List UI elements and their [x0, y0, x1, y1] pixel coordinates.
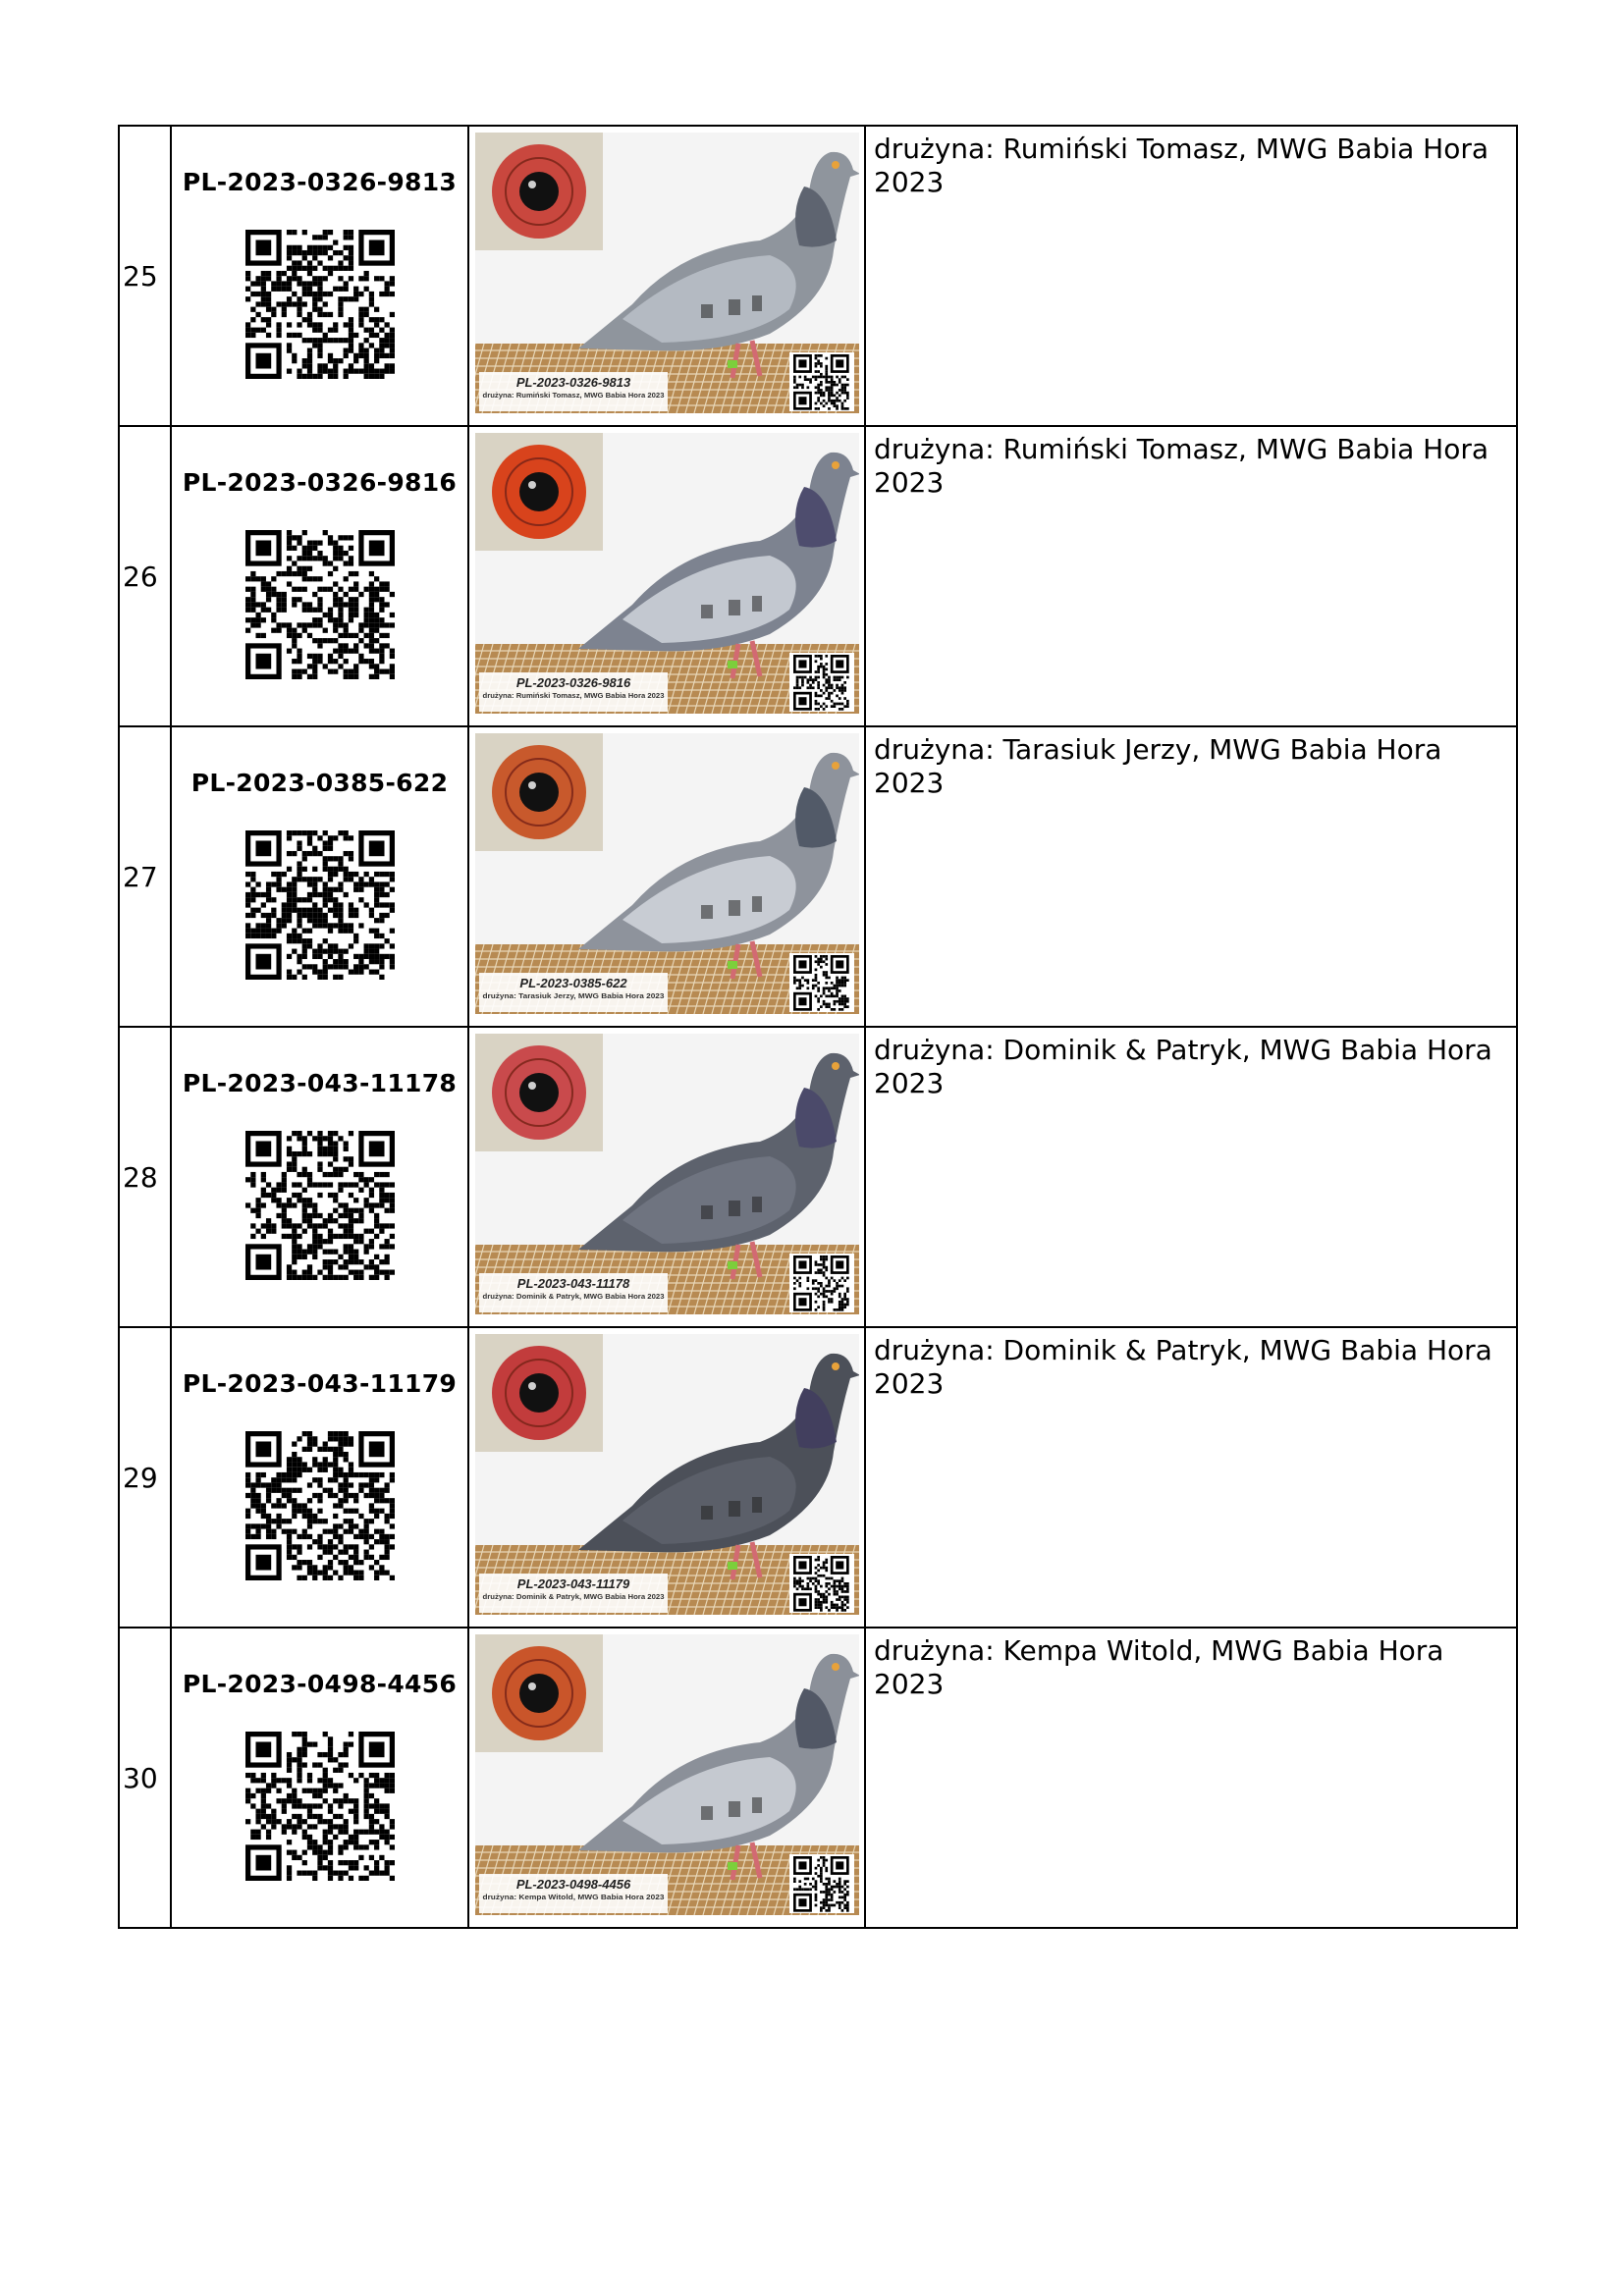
ring-number: PL-2023-0498-4456	[182, 1670, 458, 1698]
qr-code-icon	[245, 230, 395, 379]
svg-text:PL-2023-0326-9813: PL-2023-0326-9813	[515, 375, 631, 390]
pigeon-photo	[475, 433, 859, 714]
team-description: drużyna: Rumiński Tomasz, MWG Babia Hora 2023	[865, 126, 1517, 426]
ring-number: PL-2023-0385-622	[190, 769, 449, 797]
pigeon-photo	[475, 733, 859, 1014]
row-number: 27	[119, 726, 171, 1027]
photo-cell	[468, 726, 865, 1027]
photo-cell	[468, 1027, 865, 1327]
photo-cell	[468, 126, 865, 426]
ring-cell	[171, 126, 468, 426]
svg-text:PL-2023-043-11178: PL-2023-043-11178	[516, 1276, 630, 1291]
row-number: 25	[119, 126, 171, 426]
row-number: 28	[119, 1027, 171, 1327]
table-row	[119, 1327, 1517, 1628]
svg-text:PL-2023-0326-9816: PL-2023-0326-9816	[515, 675, 631, 690]
ring-cell	[171, 1628, 468, 1928]
pigeon-photo	[475, 1334, 859, 1615]
pigeon-table	[118, 125, 1518, 1929]
team-description: drużyna: Rumiński Tomasz, MWG Babia Hora 2023	[865, 426, 1517, 726]
table-row	[119, 126, 1517, 426]
ring-number: PL-2023-043-11178	[182, 1069, 458, 1097]
ring-number: PL-2023-043-11179	[182, 1369, 458, 1398]
ring-cell	[171, 1027, 468, 1327]
svg-text:PL-2023-043-11179: PL-2023-043-11179	[516, 1576, 630, 1591]
row-number: 30	[119, 1628, 171, 1928]
team-description: drużyna: Dominik & Patryk, MWG Babia Hora 2023	[865, 1027, 1517, 1327]
pigeon-photo	[475, 133, 859, 413]
ring-number: PL-2023-0326-9813	[182, 168, 458, 196]
svg-text:drużyna: Rumiński Tomasz, MWG: drużyna: Rumiński Tomasz, MWG Babia Hora 2023	[482, 691, 665, 700]
row-number: 29	[119, 1327, 171, 1628]
ring-cell	[171, 1327, 468, 1628]
svg-text:PL-2023-0385-622: PL-2023-0385-622	[519, 976, 627, 990]
qr-code-icon	[245, 1131, 395, 1280]
qr-code-icon	[245, 1431, 395, 1580]
pigeon-photo	[475, 1034, 859, 1314]
svg-text:PL-2023-0498-4456: PL-2023-0498-4456	[515, 1877, 631, 1892]
ring-cell	[171, 726, 468, 1027]
photo-cell	[468, 1628, 865, 1928]
qr-code-icon	[245, 1732, 395, 1881]
svg-text:drużyna: Rumiński Tomasz, MWG: drużyna: Rumiński Tomasz, MWG Babia Hora 2023	[482, 391, 665, 400]
photo-cell	[468, 1327, 865, 1628]
qr-code-icon	[245, 830, 395, 980]
svg-text:drużyna: Dominik & Patryk, MWG: drużyna: Dominik & Patryk, MWG Babia Hora 2023	[482, 1592, 665, 1601]
table-row	[119, 426, 1517, 726]
table-row	[119, 1027, 1517, 1327]
row-number: 26	[119, 426, 171, 726]
qr-code-icon	[245, 530, 395, 679]
svg-text:drużyna: Dominik & Patryk, MWG: drużyna: Dominik & Patryk, MWG Babia Hora 2023	[482, 1292, 665, 1301]
ring-cell	[171, 426, 468, 726]
photo-cell	[468, 426, 865, 726]
svg-text:drużyna: Tarasiuk Jerzy, MWG B: drużyna: Tarasiuk Jerzy, MWG Babia Hora 2023	[482, 991, 665, 1000]
table-row	[119, 726, 1517, 1027]
team-description: drużyna: Kempa Witold, MWG Babia Hora 2023	[865, 1628, 1517, 1928]
team-description: drużyna: Dominik & Patryk, MWG Babia Hora 2023	[865, 1327, 1517, 1628]
table-row	[119, 1628, 1517, 1928]
pigeon-photo	[475, 1634, 859, 1915]
ring-number: PL-2023-0326-9816	[182, 468, 458, 497]
svg-text:drużyna: Kempa Witold, MWG Bab: drużyna: Kempa Witold, MWG Babia Hora 2023	[482, 1893, 665, 1901]
team-description: drużyna: Tarasiuk Jerzy, MWG Babia Hora 2023	[865, 726, 1517, 1027]
